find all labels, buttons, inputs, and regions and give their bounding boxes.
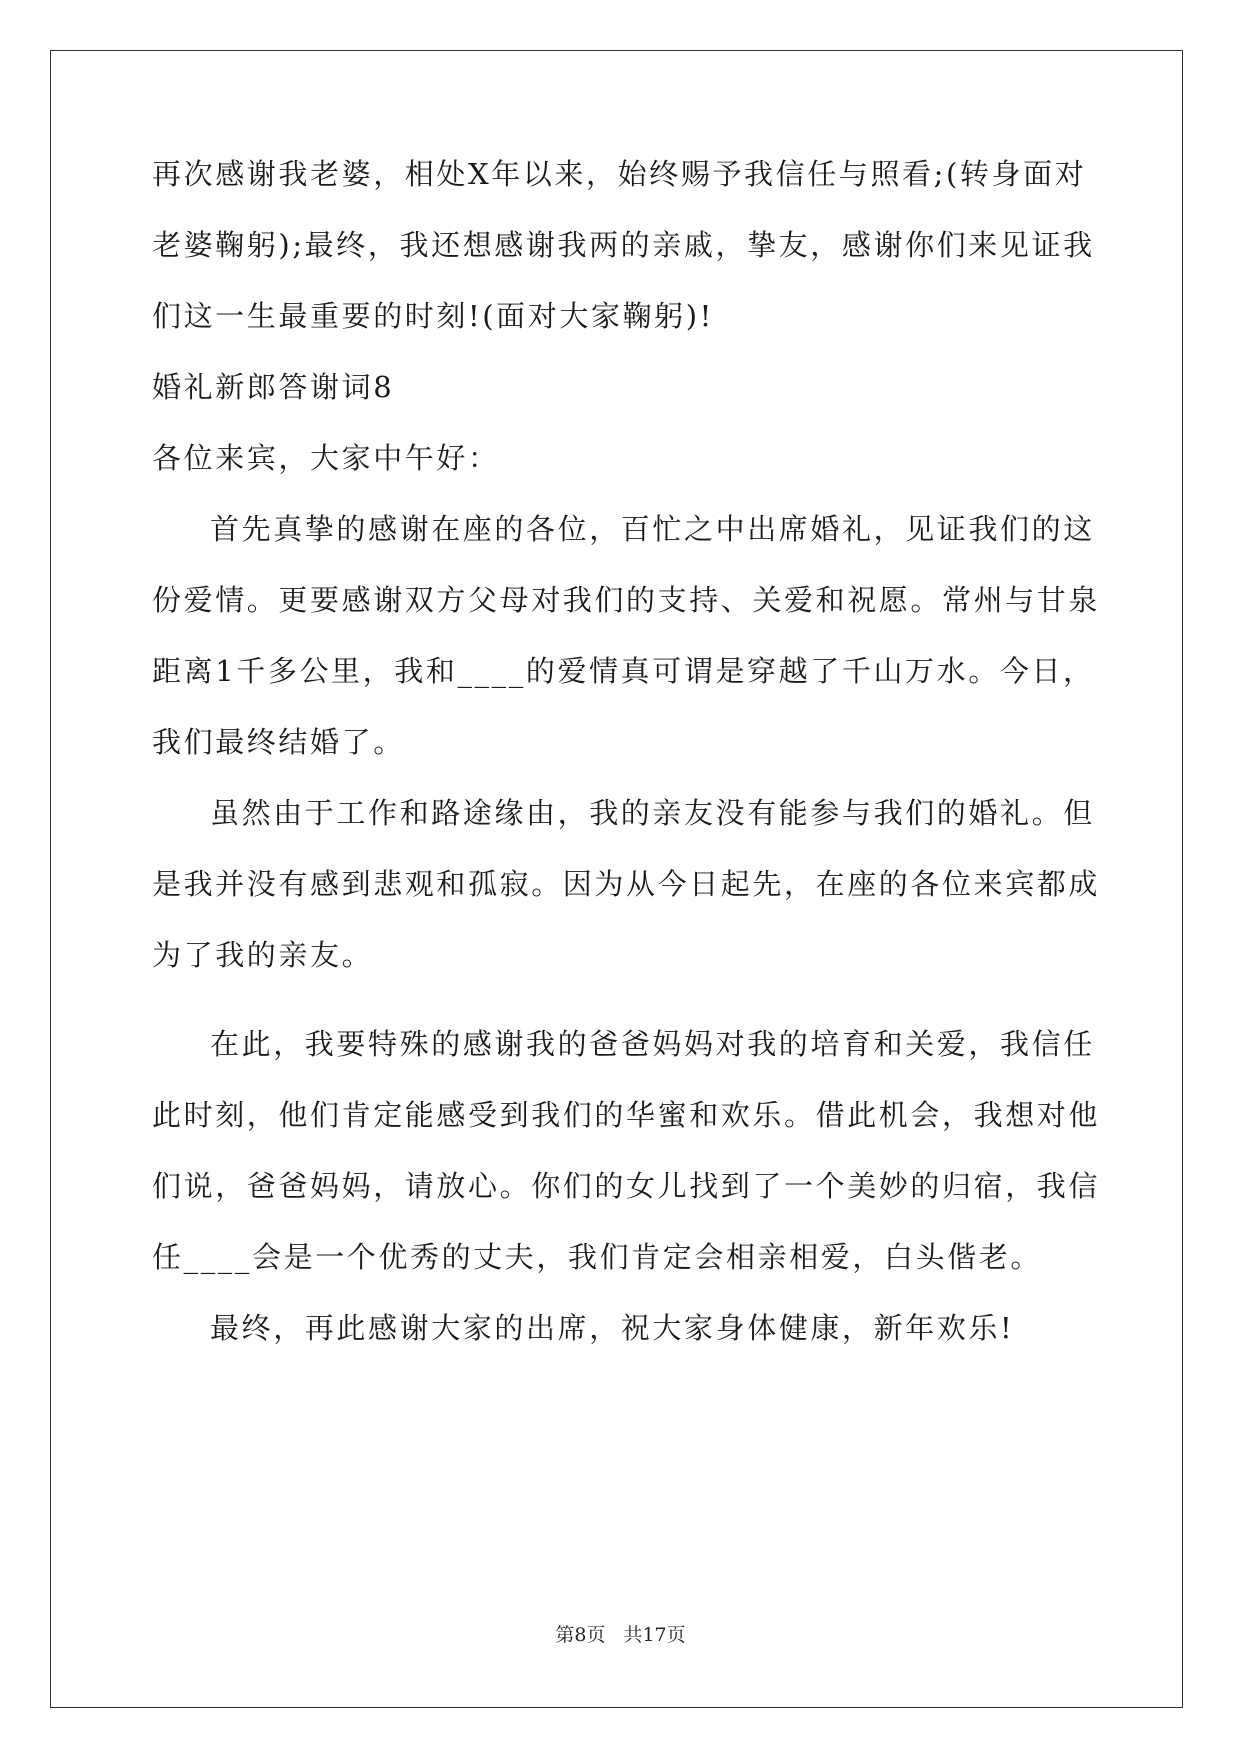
paragraph-line: 份爱情。更要感谢双方父母对我们的支持、关爱和祝愿。常州与甘泉 (152, 583, 1101, 617)
paragraph-line: 老婆鞠躬);最终，我还想感谢我两的亲戚，挚友，感谢你们来见证我 (152, 228, 1095, 262)
paragraph-line: 们说，爸爸妈妈，请放心。你们的女儿找到了一个美妙的归宿，我信 (152, 1169, 1101, 1203)
paragraph-line: 在此，我要特殊的感谢我的爸爸妈妈对我的培育和关爱，我信任 (210, 1027, 1095, 1061)
paragraph-line: 再次感谢我老婆，相处X年以来，始终赐予我信任与照看;(转身面对 (152, 157, 1087, 191)
salutation: 各位来宾，大家中午好： (152, 441, 500, 475)
section-heading: 婚礼新郎答谢词8 (152, 370, 395, 404)
paragraph-line: 最终，再此感谢大家的出席，祝大家身体健康，新年欢乐! (210, 1311, 1015, 1345)
page-total: 共17页 (623, 1624, 686, 1646)
paragraph-line: 虽然由于工作和路途缘由，我的亲友没有能参与我们的婚礼。但 (210, 796, 1095, 830)
paragraph-line: 此时刻，他们肯定能感受到我们的华蜜和欢乐。借此机会，我想对他 (152, 1098, 1101, 1132)
paragraph-line: 为了我的亲友。 (152, 938, 374, 972)
page-number: 第8页 (555, 1624, 606, 1646)
paragraph-line: 我们最终结婚了。 (152, 725, 405, 759)
paragraph-line: 任____会是一个优秀的丈夫，我们肯定会相亲相爱，白头偕老。 (152, 1240, 1043, 1274)
page-footer (0, 1620, 1241, 1647)
paragraph-line: 们这一生最重要的时刻!(面对大家鞠躬)! (152, 299, 714, 333)
paragraph-line: 距离1千多公里，我和____的爱情真可谓是穿越了千山万水。今日， (152, 654, 1095, 688)
paragraph-line: 首先真挚的感谢在座的各位，百忙之中出席婚礼，见证我们的这 (210, 512, 1095, 546)
paragraph-line: 是我并没有感到悲观和孤寂。因为从今日起先，在座的各位来宾都成 (152, 867, 1101, 901)
